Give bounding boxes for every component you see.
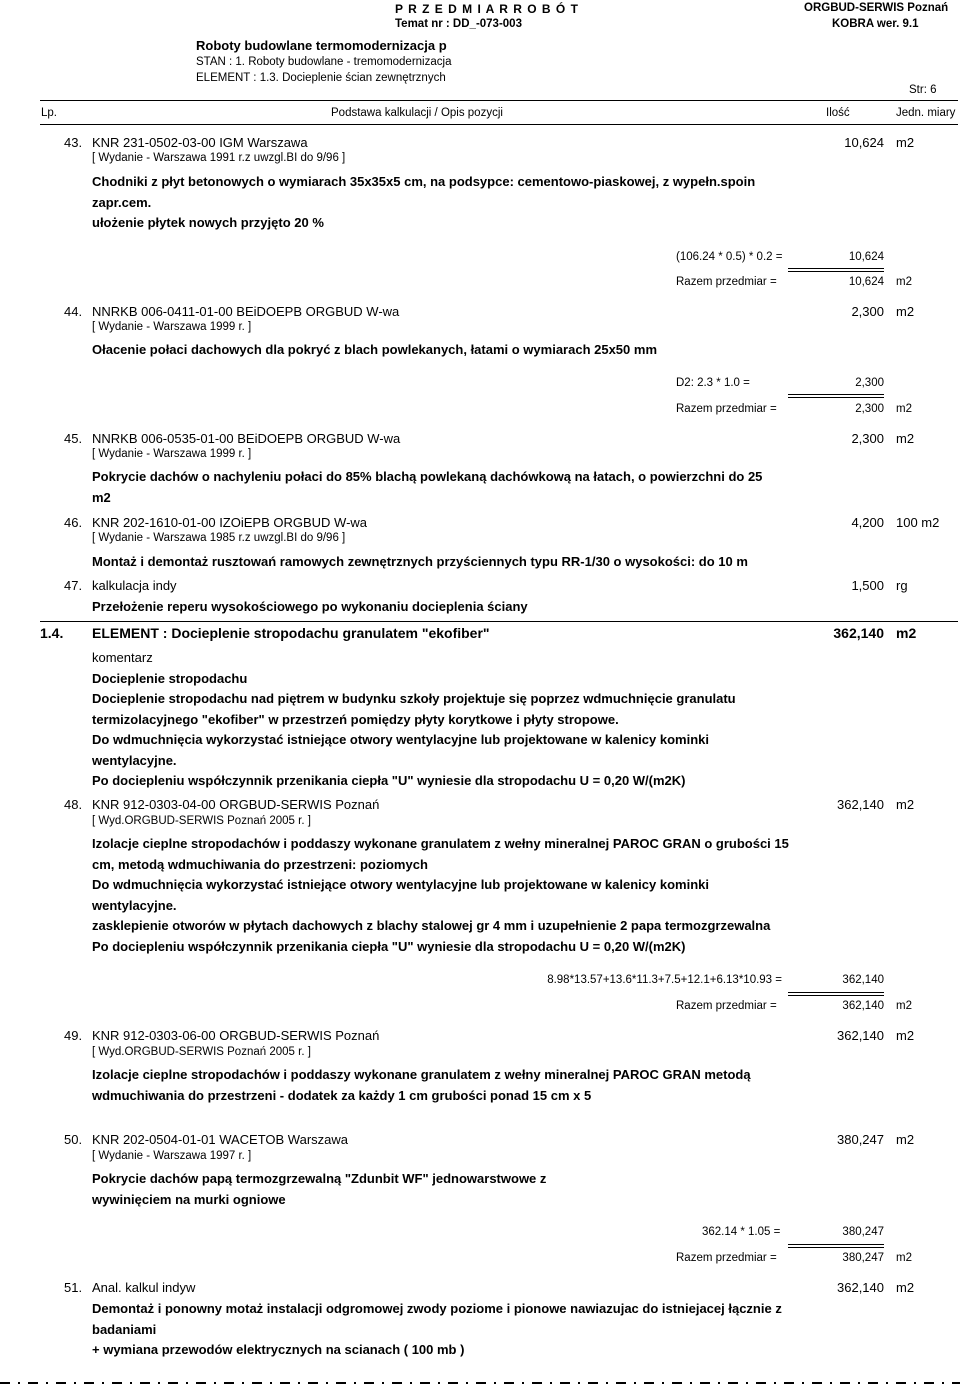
item-50-unit: m2 — [896, 1132, 915, 1147]
item-47-description: Przełożenie reperu wysokościowego po wykonaniu docieplenia ściany — [92, 599, 528, 614]
item-43-description: Chodniki z płyt betonowych o wymiarach 35x35x5 cm, na podsypce: cementowo-piaskowej, z wypełn.spoin zapr.cem. — [92, 174, 756, 210]
item-48-basis: KNR 912-0303-04-00 ORGBUD-SERWIS Poznań — [92, 797, 380, 812]
item-49-edition: [ Wyd.ORGBUD-SERWIS Poznań 2005 r. ] — [92, 1046, 311, 1058]
item-46-edition: [ Wydanie - Warszawa 1985 r.z uwzgl.BI do 9/96 ] — [92, 532, 346, 544]
item-45-lp: 45. — [64, 431, 83, 446]
item-50-edition: [ Wydanie - Warszawa 1997 r. ] — [92, 1150, 252, 1162]
element-label: ELEMENT : 1.3. Docieplenie ścian zewnętrznych — [196, 72, 446, 84]
item-48-razem-value: 362,140 — [842, 1000, 884, 1012]
item-49-qty: 362,140 — [837, 1028, 884, 1043]
col-jedn: Jedn. miary — [896, 107, 956, 119]
item-43-razem-unit: m2 — [896, 276, 912, 288]
item-43-formula-value: 10,624 — [848, 251, 884, 263]
item-48-edition: [ Wyd.ORGBUD-SERWIS Poznań 2005 r. ] — [92, 815, 311, 827]
item-46-description: Montaż i demontaż rusztowań ramowych zewnętrznych przyściennych typu RR-1/30 o wysokości: do 10 m — [92, 554, 748, 569]
item-51-basis: Anal. kalkul indyw — [92, 1280, 196, 1295]
item-44-razem-unit: m2 — [896, 403, 912, 415]
item-45-unit: m2 — [896, 431, 915, 446]
item-46-basis: KNR 202-1610-01-00 IZOiEPB ORGBUD W-wa — [92, 515, 368, 530]
item-44-lp: 44. — [64, 304, 83, 319]
item-43-formula: (106.24 * 0.5) * 0.2 = — [676, 251, 783, 263]
page-number: Str: 6 — [909, 84, 937, 96]
item-48-line-3: zasklepienie otworów w płytach dachowych z blachy stalowej gr 4 mm i uzupełnienie 2 papa termozgrzewalna — [92, 918, 771, 933]
item-44-sum-rule — [788, 394, 884, 398]
item-51-qty: 362,140 — [837, 1280, 884, 1295]
item-45-edition: [ Wydanie - Warszawa 1999 r. ] — [92, 448, 252, 460]
item-48-razem-unit: m2 — [896, 1000, 912, 1012]
item-50-razem-value: 380,247 — [842, 1252, 884, 1264]
header-rule-bottom — [40, 124, 958, 125]
item-48-unit: m2 — [896, 797, 915, 812]
item-43-unit: m2 — [896, 135, 915, 150]
element-14-title: ELEMENT : Docieplenie stropodachu granulatem "ekofiber" — [92, 625, 490, 641]
item-47-basis: kalkulacja indy — [92, 578, 177, 593]
item-49-basis: KNR 912-0303-06-00 ORGBUD-SERWIS Poznań — [92, 1028, 380, 1043]
item-48-line-2: Do wdmuchnięcia wykorzystać istniejące otwory wentylacyjne lub projektowane w kalenicy kominki wentylacyjne. — [92, 877, 709, 913]
item-43-razem-value: 10,624 — [848, 276, 884, 288]
document-title: P R Z E D M I A R R O B Ó T — [395, 2, 579, 16]
item-47-unit: rg — [896, 578, 908, 593]
item-48-line-1: Izolacje cieplne stropodachów i poddaszy wykonane granulatem z wełny mineralnej PAROC GRAN o grubości 15 cm, metodą wdmuchiwania do przestrzeni: poziomych — [92, 836, 789, 872]
item-50-description: Pokrycie dachów papą termozgrzewalną "Zdunbit WF" jednowarstwowe z wywinięciem na murki ogniowe — [92, 1171, 547, 1207]
item-43-edition: [ Wydanie - Warszawa 1991 r.z uwzgl.BI do 9/96 ] — [92, 152, 346, 164]
col-ilosc: Ilość — [826, 107, 850, 119]
item-45-basis: NNRKB 006-0535-01-00 BEiDOEPB ORGBUD W-wa — [92, 431, 401, 446]
item-51-unit: m2 — [896, 1280, 915, 1295]
item-44-formula: D2: 2.3 * 1.0 = — [676, 377, 750, 389]
item-45-description: Pokrycie dachów o nachyleniu połaci do 85% blachą powlekaną dachówkową na łatach, o powierzchni do 25 m2 — [92, 469, 763, 505]
item-43-note: ułożenie płytek nowych przyjęto 20 % — [92, 215, 324, 230]
item-48-formula: 8.98*13.57+13.6*11.3+7.5+12.1+6.13*10.93 = — [547, 974, 782, 986]
stan-label: STAN : 1. Roboty budowlane - tremomodernizacja — [196, 56, 452, 68]
company-name: ORGBUD-SERWIS Poznań — [804, 2, 949, 14]
item-48-line-4: Po dociepleniu współczynnik przenikania ciepła "U" wyniesie dla stropodachu U = 0,20 W/(m2K) — [92, 939, 686, 954]
col-lp: Lp. — [41, 107, 57, 119]
element-14-rule — [40, 621, 958, 622]
element-14-unit: m2 — [896, 625, 917, 641]
software-version: KOBRA wer. 9.1 — [832, 18, 919, 30]
item-45-qty: 2,300 — [851, 431, 884, 446]
item-49-lp: 49. — [64, 1028, 83, 1043]
element-14-qty: 362,140 — [833, 625, 884, 641]
element-14-line-1: Docieplenie stropodachu — [92, 671, 248, 686]
item-43-basis: KNR 231-0502-03-00 IGM Warszawa — [92, 135, 308, 150]
element-14-line-3: Do wdmuchnięcia wykorzystać istniejące otwory wentylacyjne lub projektowane w kalenicy kominki wentylacyjne. — [92, 732, 709, 768]
item-44-edition: [ Wydanie - Warszawa 1999 r. ] — [92, 321, 252, 333]
item-44-qty: 2,300 — [851, 304, 884, 319]
item-43-sum-rule — [788, 268, 884, 272]
item-50-formula-value: 380,247 — [842, 1226, 884, 1238]
item-49-unit: m2 — [896, 1028, 915, 1043]
section-title: Roboty budowlane termomodernizacja p — [196, 38, 447, 53]
item-50-qty: 380,247 — [837, 1132, 884, 1147]
item-44-basis: NNRKB 006-0411-01-00 BEiDOEPB ORGBUD W-wa — [92, 304, 400, 319]
item-50-razem-unit: m2 — [896, 1252, 912, 1264]
item-50-razem-label: Razem przedmiar = — [676, 1252, 777, 1264]
item-48-lp: 48. — [64, 797, 83, 812]
item-44-formula-value: 2,300 — [855, 377, 884, 389]
item-50-formula: 362.14 * 1.05 = — [702, 1226, 781, 1238]
header-rule-top — [40, 100, 958, 101]
item-44-razem-label: Razem przedmiar = — [676, 403, 777, 415]
item-47-lp: 47. — [64, 578, 83, 593]
item-44-unit: m2 — [896, 304, 915, 319]
item-43-qty: 10,624 — [844, 135, 884, 150]
element-14-lp: 1.4. — [40, 625, 64, 641]
item-51-description: Demontaż i ponowny motaż instalacji odgromowej zwody poziome i pionowe nawiazujac do istniejacej łącznie z badaniami — [92, 1301, 782, 1337]
item-43-lp: 43. — [64, 135, 83, 150]
item-48-formula-value: 362,140 — [842, 974, 884, 986]
item-50-lp: 50. — [64, 1132, 83, 1147]
element-14-line-2: Docieplenie stropodachu nad piętrem w budynku szkoły projektuje się poprzez wdmuchnięcie granulatu termizolacyjnego "ekofiber" w przestrzeń pomiędzy płyty korytkowe i płyty stropowe. — [92, 691, 736, 727]
item-50-sum-rule — [788, 1244, 884, 1248]
item-48-qty: 362,140 — [837, 797, 884, 812]
item-48-razem-label: Razem przedmiar = — [676, 1000, 777, 1012]
col-opis: Podstawa kalkulacji / Opis pozycji — [331, 107, 503, 119]
element-14-komentarz: komentarz — [92, 650, 153, 665]
item-47-qty: 1,500 — [851, 578, 884, 593]
document-subject: Temat nr : DD_-073-003 — [395, 18, 522, 30]
item-51-note: + wymiana przewodów elektrycznych na scianach ( 100 mb ) — [92, 1342, 465, 1357]
item-46-unit: 100 m2 — [896, 515, 940, 530]
item-48-sum-rule — [788, 992, 884, 996]
item-51-lp: 51. — [64, 1280, 83, 1295]
item-50-basis: KNR 202-0504-01-01 WACETOB Warszawa — [92, 1132, 349, 1147]
page-footer-rule — [0, 1382, 960, 1384]
item-46-qty: 4,200 — [851, 515, 884, 530]
item-49-description: Izolacje cieplne stropodachów i poddaszy wykonane granulatem z wełny mineralnej PAROC GRAN metodą wdmuchiwania do przestrzeni - dodatek za każdy 1 cm grubości ponad 15 cm x 5 — [92, 1067, 751, 1103]
item-44-description: Ołacenie połaci dachowych dla pokryć z blach powlekanych, łatami o wymiarach 25x50 mm — [92, 342, 657, 357]
item-44-razem-value: 2,300 — [855, 403, 884, 415]
item-43-razem-label: Razem przedmiar = — [676, 276, 777, 288]
item-46-lp: 46. — [64, 515, 83, 530]
element-14-line-4: Po dociepleniu współczynnik przenikania ciepła "U" wyniesie dla stropodachu U = 0,20 W/(m2K) — [92, 773, 686, 788]
